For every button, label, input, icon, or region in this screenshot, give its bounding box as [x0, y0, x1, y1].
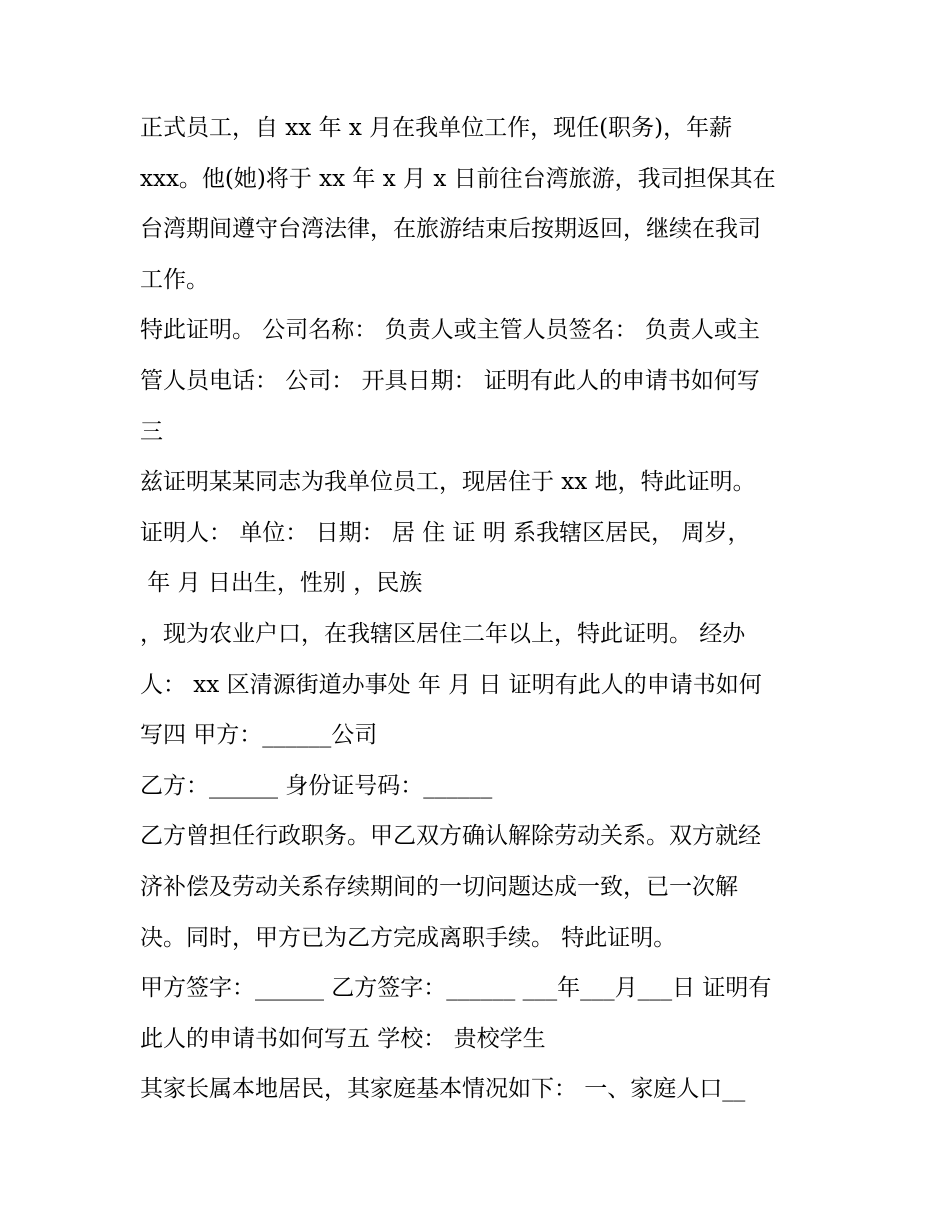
text-line-4: 工作。 — [140, 266, 209, 293]
text-line-9: 证明人： 单位： 日期： 居 住 证 明 系我辖区居民， 周岁， — [140, 519, 751, 546]
text-line-7: 三 — [140, 418, 163, 445]
text-line-3: 台湾期间遵守台湾法律，在旅游结束后按期返回，继续在我司 — [140, 216, 761, 243]
text-line-20: 其家长属本地居民，其家庭基本情况如下： 一、家庭人口__ — [140, 1076, 746, 1103]
text-line-6: 管人员电话： 公司： 开具日期： 证明有此人的申请书如何写 — [140, 367, 760, 394]
text-line-12: 人： xx 区清源街道办事处 年 月 日 证明有此人的申请书如何 — [140, 671, 762, 698]
text-line-14: 乙方：______ 身份证号码：______ — [140, 772, 493, 799]
text-line-15: 乙方曾担任行政职务。甲乙双方确认解除劳动关系。双方就经 — [140, 823, 761, 850]
text-line-16: 济补偿及劳动关系存续期间的一切问题达成一致，已一次解 — [140, 873, 738, 900]
text-line-17: 决。同时，甲方已为乙方完成离职手续。 特此证明。 — [140, 924, 677, 951]
text-line-1: 正式员工，自 xx 年 x 月在我单位工作，现任(职务)，年薪 — [140, 115, 733, 141]
document-body — [140, 103, 840, 1115]
text-line-18: 甲方签字：______ 乙方签字：______ ___年___月___日 证明有 — [140, 975, 772, 1002]
text-line-11: ，现为农业户口，在我辖区居住二年以上，特此证明。 经办 — [140, 620, 746, 647]
text-line-8: 兹证明某某同志为我单位员工，现居住于 xx 地，特此证明。 — [140, 469, 756, 496]
text-line-2: xxx。他(她)将于 xx 年 x 月 x 日前往台湾旅游，我司担保其在 — [140, 165, 776, 192]
text-line-19: 此人的申请书如何写五 学校： 贵校学生 — [140, 1025, 546, 1052]
text-line-5: 特此证明。 公司名称： 负责人或主管人员签名： 负责人或主 — [140, 317, 760, 344]
text-line-13: 写四 甲方：______公司 — [140, 722, 378, 749]
text-line-10: 年 月 日出生，性别 ，民族 — [140, 570, 423, 597]
